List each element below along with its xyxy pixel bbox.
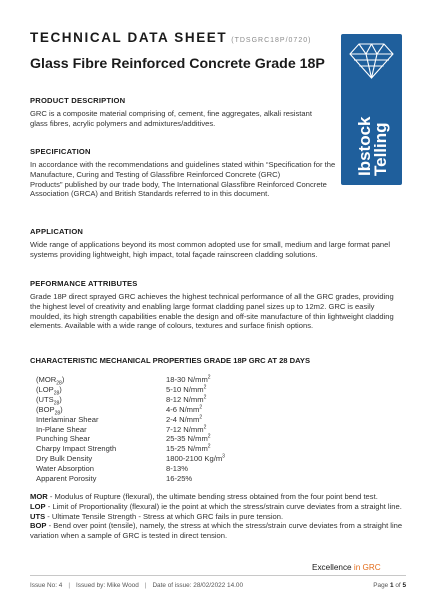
property-row bbox=[36, 464, 225, 474]
issue-date: Date of issue: 28/02/2022 14.00 bbox=[152, 582, 244, 589]
definition-item bbox=[30, 492, 406, 502]
logo-line-2: Telling bbox=[371, 122, 390, 176]
section-heading: APPLICATION bbox=[30, 227, 84, 236]
definition-text: - Limit of Proportionality (flexural) ie the point at which the stress/strain curve deviates from a straight line. bbox=[45, 501, 402, 511]
tagline bbox=[312, 563, 381, 572]
definition-item bbox=[30, 502, 406, 512]
property-row bbox=[36, 454, 225, 464]
section-body bbox=[30, 160, 342, 199]
section-heading: PEFORMANCE ATTRIBUTES bbox=[30, 279, 138, 288]
property-name: Interlaminar Shear bbox=[36, 414, 99, 424]
property-value: 8-12 $N/mm^2$ bbox=[166, 394, 207, 404]
property-name: In-Plane Shear bbox=[36, 424, 87, 434]
page-number: Page 1 of 5 bbox=[373, 582, 406, 589]
property-name: $(UTS_{28})$ bbox=[36, 394, 62, 407]
property-value: 25-35 $N/mm^2$ bbox=[166, 433, 211, 444]
footer-info: Issue No: 4 | Issued by: Mike Wood | Date of issue: 28/02/2022 14.00 bbox=[30, 582, 244, 589]
product-title: Glass Fibre Reinforced Concrete Grade 18P bbox=[30, 56, 325, 72]
property-value: 4-6 $N/mm^2$ bbox=[166, 404, 203, 414]
definition-item bbox=[30, 521, 406, 541]
ibstock-telling-logo bbox=[341, 34, 402, 185]
property-row bbox=[36, 405, 225, 415]
property-row bbox=[36, 434, 225, 444]
definition-item bbox=[30, 512, 406, 522]
section-heading: SPECIFICATION bbox=[30, 147, 91, 156]
property-row bbox=[36, 444, 225, 454]
footer-divider bbox=[30, 575, 406, 576]
logo-wordmark bbox=[357, 116, 389, 176]
property-value: 15-25 $N/mm^2$ bbox=[166, 443, 211, 454]
property-name: $(BOP_{28})$ bbox=[36, 404, 63, 417]
property-value: 1800-2100 $Kg/m^3$ bbox=[166, 453, 225, 464]
property-name: $(LOP_{28})$ bbox=[36, 384, 62, 397]
property-value: 5-10 $N/mm^2$ bbox=[166, 384, 207, 394]
section-heading: PRODUCT DESCRIPTION bbox=[30, 96, 126, 105]
definition-term: UTS bbox=[30, 511, 46, 521]
product-description-section bbox=[30, 96, 330, 129]
section-body: Grade 18P direct sprayed GRC achieves the highest technical performance of all the GRC grades, providing the highest level of creativity and enabling large format cladding panel sizes up to 12m2. GRC is easily moulded, its high strength capabilities enable the design and off-site manufacture of thin lightweight cladding elements. Available with a wide range of colours, textures and surface finish options. bbox=[30, 292, 394, 331]
definition-term: LOP bbox=[30, 501, 46, 511]
property-value: 7-12 $N/mm^2$ bbox=[166, 424, 207, 434]
sheet-code: (TDSGRC18P/0720) bbox=[231, 37, 312, 44]
properties-heading: CHARACTERISTIC MECHANICAL PROPERTIES GRADE 18P GRC AT 28 DAYS bbox=[30, 356, 311, 365]
application-section bbox=[30, 227, 406, 260]
property-name: $(MOR_{28})$ bbox=[36, 375, 65, 387]
definitions-list bbox=[30, 492, 406, 541]
property-name: Charpy Impact Strength bbox=[36, 444, 117, 454]
properties-table bbox=[36, 375, 225, 484]
performance-section bbox=[30, 279, 406, 331]
section-body: Wide range of applications beyond its most common adopted use for small, medium and large format panel systems providing lightweight, high impact, total façade rainscreen cladding solutions. bbox=[30, 240, 391, 259]
property-row bbox=[36, 474, 225, 484]
page-current: 1 bbox=[389, 582, 394, 589]
definition-term: BOP bbox=[30, 521, 47, 531]
property-value: 2-4 $N/mm^2$ bbox=[166, 414, 203, 424]
specification-section bbox=[30, 147, 342, 199]
property-name: Punching Shear bbox=[36, 434, 91, 444]
property-row bbox=[36, 395, 225, 405]
issue-number: Issue No: 4 bbox=[30, 582, 63, 589]
property-row bbox=[36, 425, 225, 435]
specification-text-2: Products” published by our trade body, The International Glassfibre Reinforced Concrete Association (GRCA) and British Standards referred to in this document. bbox=[30, 179, 327, 199]
issued-by: Issued by: Mike Wood bbox=[76, 582, 139, 589]
property-row bbox=[36, 375, 225, 385]
definition-text: - Ultimate Tensile Strength - Stress at which GRC fails in pure tension. bbox=[45, 511, 284, 521]
specification-text-1: In accordance with the recommendations and guidelines stated within “Specification for the Manufacture, Curing and Testing of Glassfibre Reinforced Concrete (GRC) bbox=[30, 160, 336, 179]
logo-line-1: Ibstock bbox=[355, 116, 374, 176]
property-value: 16-25% bbox=[166, 474, 193, 484]
property-value: 18-30 $N/mm^2$ bbox=[166, 374, 211, 384]
property-name: Dry Bulk Density bbox=[36, 454, 93, 464]
sheet-title: TECHNICAL DATA SHEET bbox=[30, 30, 228, 45]
tagline-accent: in GRC bbox=[353, 563, 381, 572]
property-row bbox=[36, 415, 225, 425]
property-row bbox=[36, 385, 225, 395]
property-name: Water Absorption bbox=[36, 464, 94, 474]
definition-text: - Modulus of Rupture (flexural), the ultimate bending stress obtained from the four point bend test. bbox=[47, 492, 378, 501]
page-total: 5 bbox=[402, 582, 406, 589]
property-name: Apparent Porosity bbox=[36, 474, 97, 484]
definition-text: - Bend over point (tensile), namely, the stress at which the stress/strain curve deviates from a straight line variation when a sample of GRC is tested in direct tension. bbox=[30, 521, 403, 541]
tagline-prefix: Excellence bbox=[312, 563, 354, 572]
sheet-header bbox=[30, 30, 311, 45]
definition-term: MOR bbox=[30, 492, 48, 501]
property-value: 8-13% bbox=[166, 464, 188, 474]
section-body: GRC is a composite material comprising of, cement, fine aggregates, alkali resistant glass fibres, acrylic polymers and admixtures/additives. bbox=[30, 109, 312, 128]
